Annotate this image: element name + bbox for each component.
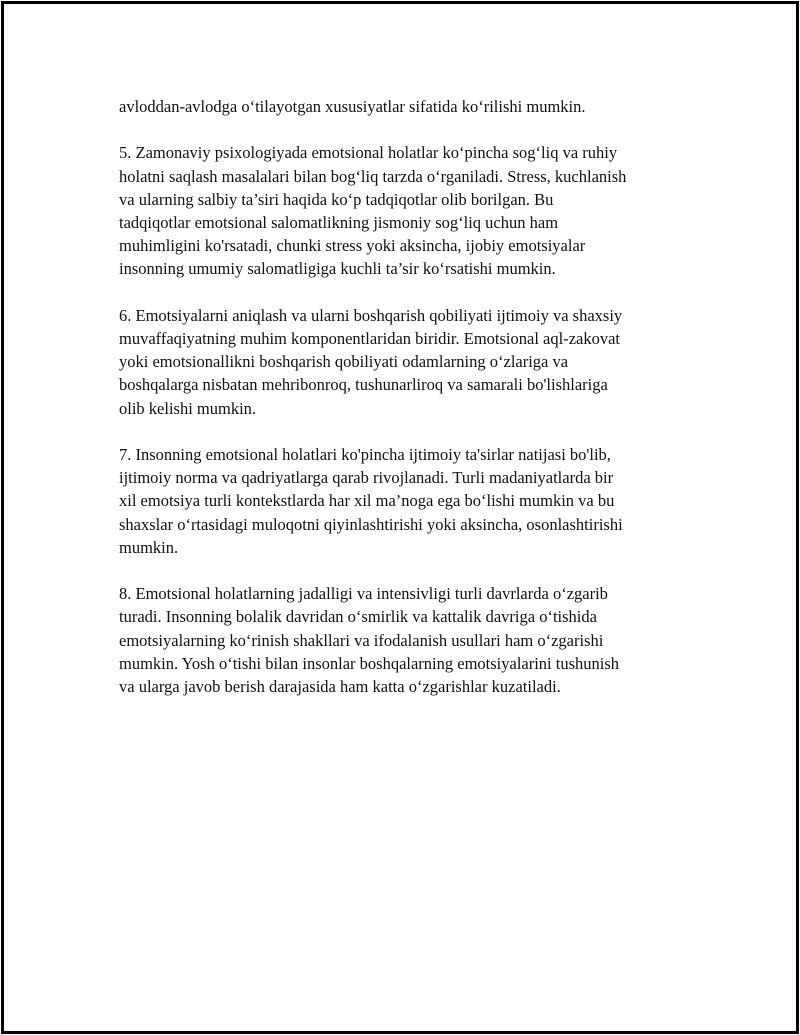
paragraph-8: 8. Emotsional holatlarning jadalligi va intensivligi turli davrlarda o‘zgarib turadi. Insonning bolalik davridan o‘smirlik va kattalik davriga o‘tishida emotsiyalarning ko‘rinish shakllari va ifodalanish usullari ham o‘zgarishi mumkin. Yosh o‘tishi bilan insonlar boshqalarning emotsiyalarini tushunish va ularga javob berish darajasida ham katta o‘zgarishlar kuzatiladi. [119, 584, 620, 697]
page-frame [1, 1, 799, 1034]
paragraph-6: 6. Emotsiyalarni aniqlash va ularni boshqarish qobiliyati ijtimoiy va shaxsiy muvaffaqiyatning muhim komponentlaridan biridir. Emotsional aql-zakovat yoki emotsionallikni boshqarish qobiliyati odamlarning o‘zlariga va boshqalarga nisbatan mehribonroq, tushunarliroq va samarali bo'lishlariga olib kelishi mumkin. [119, 305, 623, 418]
paragraph-5: 5. Zamonaviy psixologiyada emotsional holatlar ko‘pincha sog‘liq va ruhiy holatni saqlash masalalari bilan bog‘liq tarzda o‘rganiladi. Stress, kuchlanish va ularning salbiy ta’siri haqida ko‘p tadqiqotlar olib borilgan. Bu tadqiqotlar emotsional salomatlikning jismoniy sog‘liq uchun ham muhimligini ko'rsatadi, chunki stress yoki aksincha, ijobiy emotsiyalar insonning umumiy salomatligiga kuchli ta’sir ko‘rsatishi mumkin. [119, 143, 627, 279]
paragraph-7: 7. Insonning emotsional holatlari ko'pincha ijtimoiy ta'sirlar natijasi bo'lib, ijtimoiy norma va qadriyatlarga qarab rivojlanadi. Turli madaniyatlarda bir xil emotsiya turli kontekstlarda har xil ma’noga ega bo‘lishi mumkin va bu shaxslar o‘rtasidagi muloqotni qiyinlashtirishi yoki aksincha, osonlashtirishi mumkin. [119, 445, 623, 557]
paragraph-continuation: avloddan-avlodga o‘tilayotgan xususiyatlar sifatida ko‘rilishi mumkin. [119, 97, 586, 116]
document-body [119, 95, 689, 721]
